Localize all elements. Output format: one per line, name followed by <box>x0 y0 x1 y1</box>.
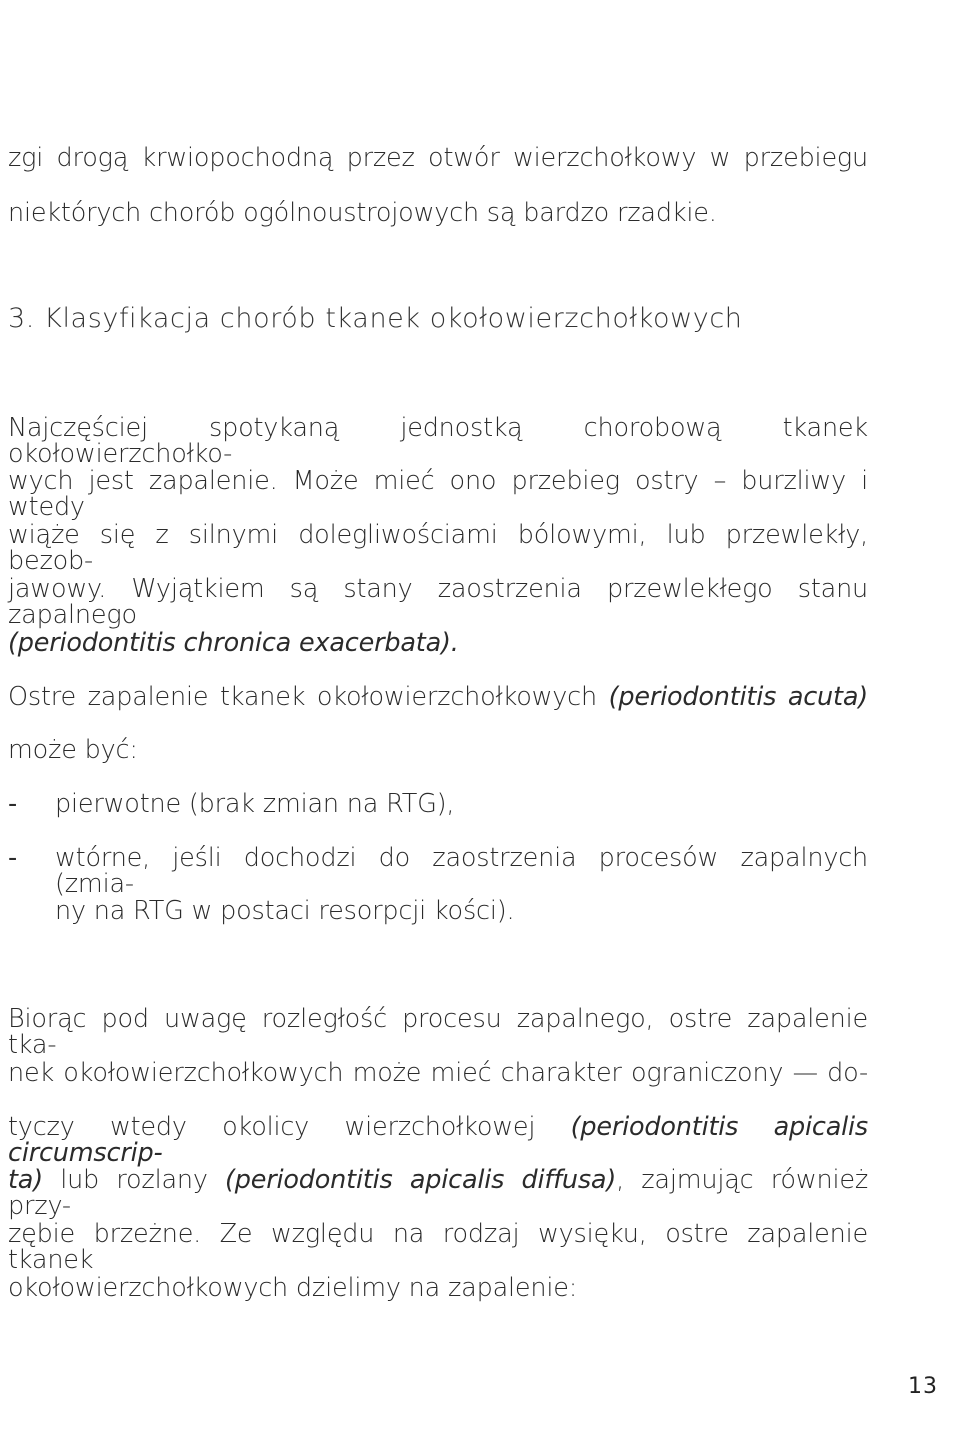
paragraph-line: Biorąc pod uwagę rozległość procesu zapalnego, ostre zapalenie tka- <box>8 1004 868 1060</box>
paragraph-line: wych jest zapalenie. Może mieć ono przebieg ostry – burzliwy i wtedy <box>8 466 868 522</box>
latin-term: (periodontitis apicalis circumscrip- <box>8 1112 868 1168</box>
paragraph-line <box>8 628 868 658</box>
section-heading: 3. Klasyfikacja chorób tkanek okołowierzchołkowych <box>8 303 743 334</box>
paragraph-line: nek okołowierzchołkowych może mieć charakter ograniczony — do- <box>8 1058 868 1088</box>
paragraph-line <box>8 1165 869 1221</box>
text-run: tyczy wtedy okolicy wierzchołkowej <box>8 1112 571 1142</box>
paragraph-line: może być: <box>8 735 138 765</box>
paragraph-line: zębie brzeżne. Ze względu na rodzaj wysięku, ostre zapalenie tkanek <box>8 1219 868 1275</box>
text-run: lub rozlany <box>42 1165 225 1195</box>
page-number: 13 <box>908 1374 938 1399</box>
text-run: Ostre zapalenie tkanek okołowierzchołkowych <box>8 682 609 712</box>
text-run: , zajmując również przy- <box>8 1165 869 1221</box>
list-dash: - <box>8 789 18 819</box>
list-item-continuation: ny na RTG w postaci resorpcji kości). <box>55 896 515 926</box>
latin-term: (periodontitis chronica exacerbata). <box>8 628 459 658</box>
list-item: pierwotne (brak zmian na RTG), <box>55 789 455 819</box>
paragraph-line: jawowy. Wyjątkiem są stany zaostrzenia przewlekłego stanu zapalnego <box>8 574 868 630</box>
paragraph-line: niektórych chorób ogólnoustrojowych są bardzo rzadkie. <box>8 198 717 228</box>
latin-term: ta) <box>8 1165 43 1195</box>
paragraph-line <box>8 1112 868 1168</box>
paragraph-line: wiąże się z silnymi dolegliwościami bólowymi, lub przewlekły, bezob- <box>8 520 868 576</box>
latin-term: (periodontitis acuta) <box>608 682 868 712</box>
list-dash: - <box>8 843 18 873</box>
paragraph-line <box>8 682 868 712</box>
list-item: wtórne, jeśli dochodzi do zaostrzenia procesów zapalnych (zmia- <box>55 843 868 899</box>
latin-term: (periodontitis apicalis diffusa) <box>225 1165 617 1195</box>
paragraph-line: okołowierzchołkowych dzielimy na zapalenie: <box>8 1273 578 1303</box>
paragraph-line: zgi drogą krwiopochodną przez otwór wierzchołkowy w przebiegu <box>8 143 868 173</box>
paragraph-line: Najczęściej spotykaną jednostką chorobową tkanek okołowierzchołko- <box>8 413 868 469</box>
